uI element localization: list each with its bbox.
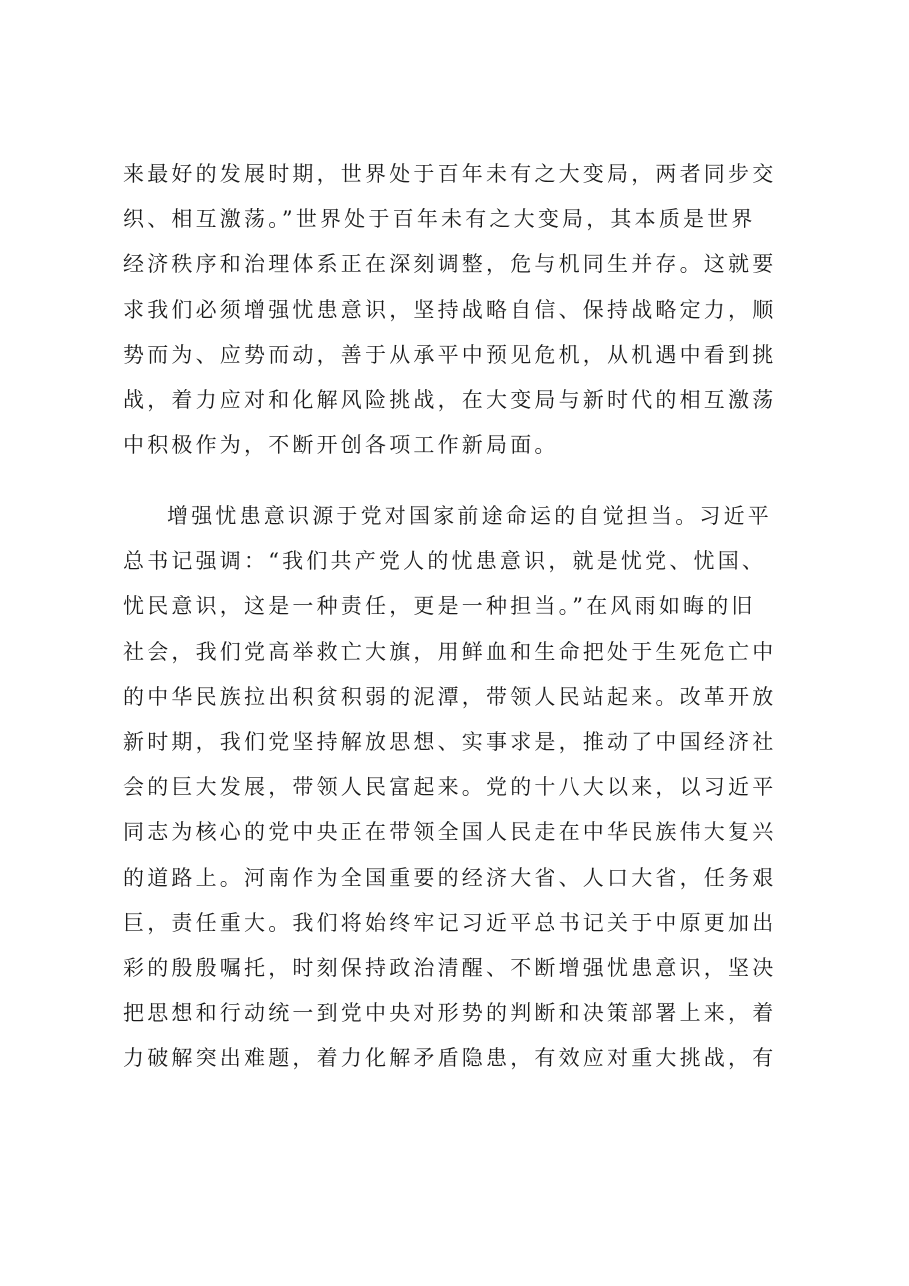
paragraph-2 (123, 494, 803, 1081)
text-line: 战，着力应对和化解风险挑战，在大变局与新时代的相互激荡 (123, 387, 777, 412)
text-line: 忧民意识，这是一种责任，更是一种担当。”在风雨如晦的旧 (123, 594, 756, 619)
text-line: 同志为核心的党中央正在带领全国人民走在中华民族伟大复兴 (123, 820, 777, 845)
text-line: 会的巨大发展，带领人民富起来。党的十八大以来，以习近平 (123, 775, 777, 800)
text-line: 势而为、应势而动，善于从承平中预见危机，从机遇中看到挑 (123, 342, 777, 367)
text-line: 新时期，我们党坚持解放思想、实事求是，推动了中国经济社 (123, 729, 777, 754)
text-line: 求我们必须增强忧患意识，坚持战略自信、保持战略定力，顺 (123, 297, 777, 322)
text-line: 中积极作为，不断开创各项工作新局面。 (123, 433, 559, 458)
text-line: 织、相互激荡。”世界处于百年未有之大变局，其本质是世界 (123, 207, 756, 232)
text-line: 来最好的发展时期，世界处于百年未有之大变局，两者同步交 (123, 162, 777, 186)
text-line: 的道路上。河南作为全国重要的经济大省、人口大省，任务艰 (123, 865, 777, 890)
text-line: 的中华民族拉出积贫积弱的泥潭，带领人民站起来。改革开放 (123, 684, 777, 709)
text-line: 社会，我们党高举救亡大旗，用鲜血和生命把处于生死危亡中 (123, 639, 777, 664)
paragraph-1 (123, 152, 803, 468)
text-line: 彩的殷殷嘱托，时刻保持政治清醒、不断增强忧患意识，坚决 (123, 955, 777, 980)
text-line: 增强忧患意识源于党对国家前途命运的自觉担当。习近平 (167, 504, 772, 528)
text-line: 力破解突出难题，着力化解矛盾隐患，有效应对重大挑战，有 (123, 1046, 777, 1071)
text-line: 巨，责任重大。我们将始终牢记习近平总书记关于中原更加出 (123, 910, 777, 935)
text-line: 经济秩序和治理体系正在深刻调整，危与机同生并存。这就要 (123, 252, 777, 277)
text-line: 把思想和行动统一到党中央对形势的判断和决策部署上来，着 (123, 1001, 777, 1026)
text-line: 总书记强调：“我们共产党人的忧患意识，就是忧党、忧国、 (123, 549, 767, 574)
